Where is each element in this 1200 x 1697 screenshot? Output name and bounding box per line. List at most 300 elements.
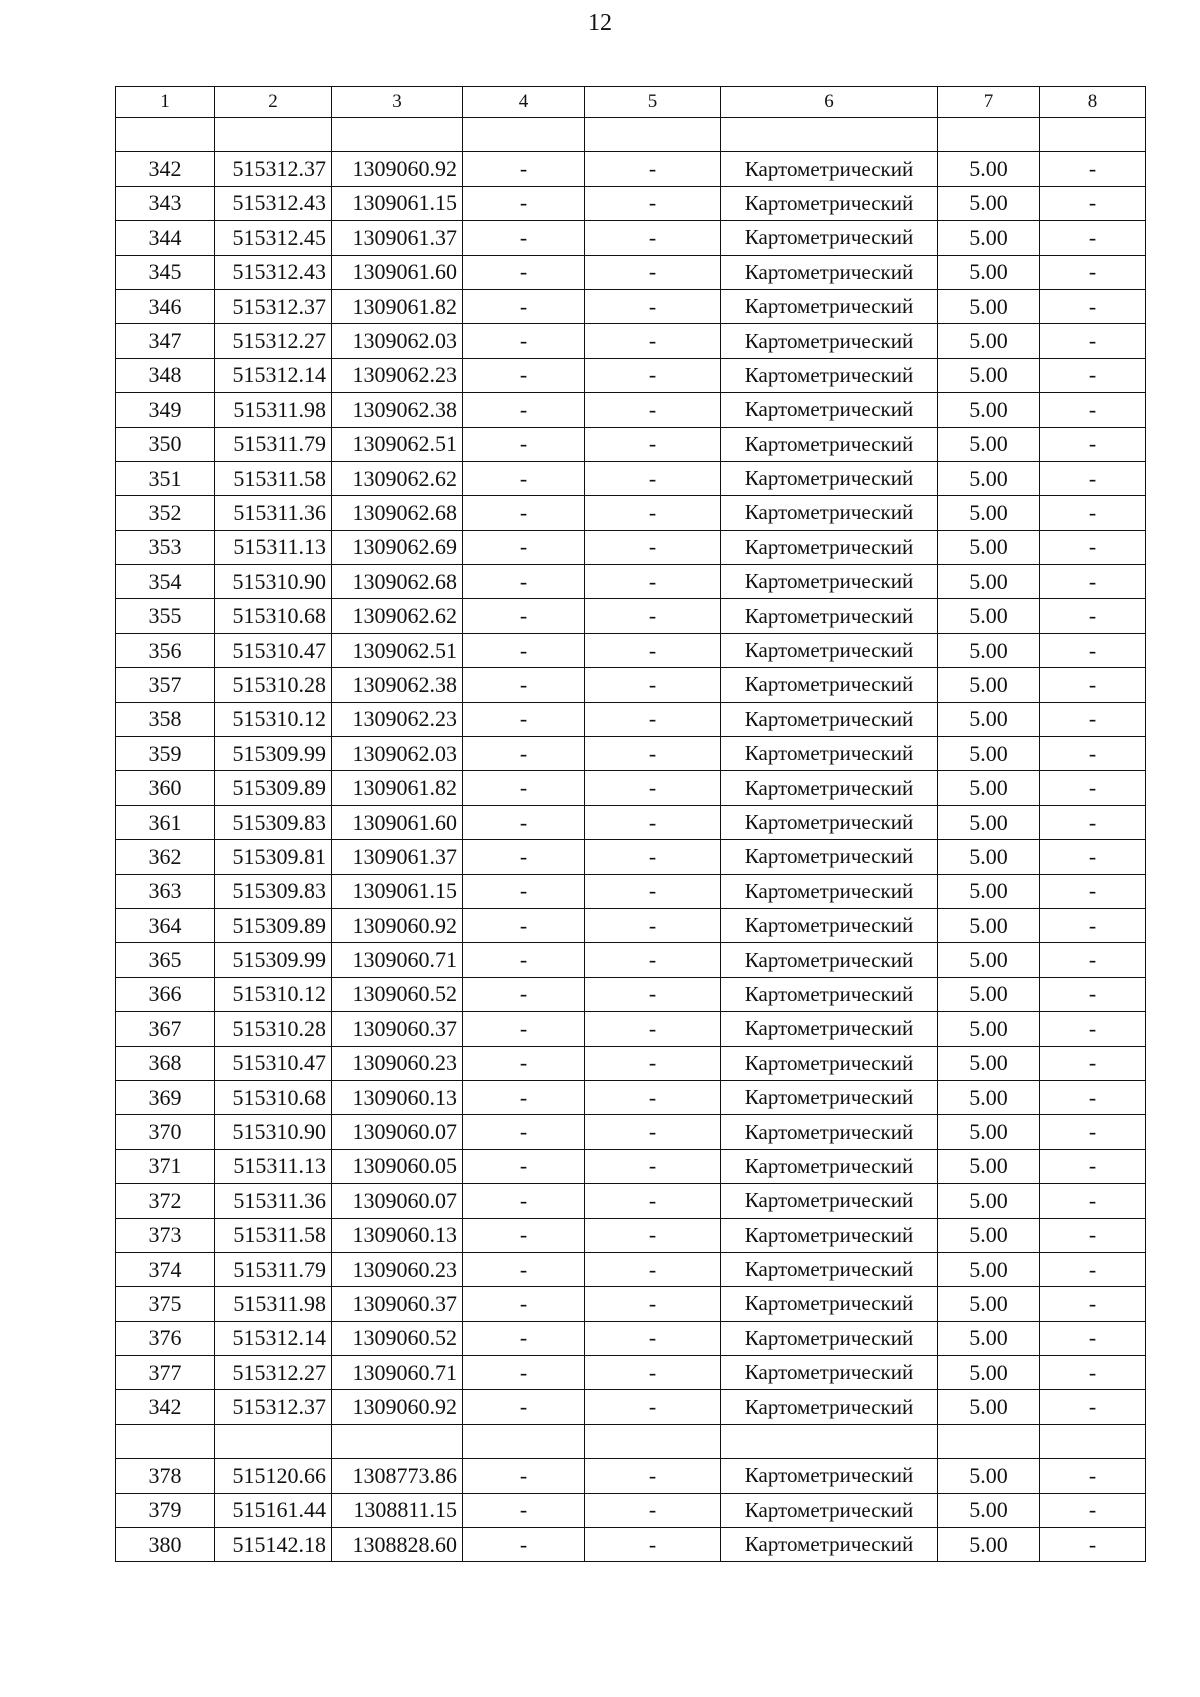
col-5-cell: - — [585, 633, 721, 667]
table-row — [116, 737, 1146, 771]
method-cell: Картометрический — [721, 840, 938, 874]
x-coordinate-cell: 515311.13 — [215, 530, 332, 564]
method-cell: Картометрический — [721, 1390, 938, 1424]
col-8-cell: - — [1040, 1149, 1146, 1183]
col-5-cell: - — [585, 1184, 721, 1218]
accuracy-cell: 5.00 — [938, 805, 1040, 839]
y-coordinate-cell: 1309062.38 — [332, 668, 463, 702]
y-coordinate-cell: 1309062.62 — [332, 599, 463, 633]
accuracy-cell: 5.00 — [938, 393, 1040, 427]
point-number-cell: 350 — [116, 427, 215, 461]
col-8-cell: - — [1040, 530, 1146, 564]
empty-cell — [463, 1424, 585, 1458]
col-8-cell: - — [1040, 1252, 1146, 1286]
accuracy-cell: 5.00 — [938, 1046, 1040, 1080]
y-coordinate-cell: 1309061.82 — [332, 289, 463, 323]
y-coordinate-cell: 1309061.60 — [332, 805, 463, 839]
method-cell: Картометрический — [721, 496, 938, 530]
accuracy-cell: 5.00 — [938, 289, 1040, 323]
method-cell: Картометрический — [721, 461, 938, 495]
point-number-cell: 342 — [116, 1390, 215, 1424]
table-row — [116, 393, 1146, 427]
accuracy-cell: 5.00 — [938, 1080, 1040, 1114]
empty-cell — [938, 1424, 1040, 1458]
y-coordinate-cell: 1309060.52 — [332, 1321, 463, 1355]
x-coordinate-cell: 515309.99 — [215, 737, 332, 771]
y-coordinate-cell: 1309061.37 — [332, 840, 463, 874]
method-cell: Картометрический — [721, 633, 938, 667]
y-coordinate-cell: 1309060.07 — [332, 1184, 463, 1218]
method-cell: Картометрический — [721, 186, 938, 220]
point-number-cell: 359 — [116, 737, 215, 771]
accuracy-cell: 5.00 — [938, 1528, 1040, 1562]
col-5-cell: - — [585, 530, 721, 564]
point-number-cell: 357 — [116, 668, 215, 702]
y-coordinate-cell: 1309060.92 — [332, 152, 463, 186]
col-4-cell: - — [463, 324, 585, 358]
col-5-cell: - — [585, 1252, 721, 1286]
y-coordinate-cell: 1309060.23 — [332, 1252, 463, 1286]
y-coordinate-cell: 1309061.60 — [332, 255, 463, 289]
method-cell: Картометрический — [721, 668, 938, 702]
method-cell: Картометрический — [721, 1149, 938, 1183]
col-4-cell: - — [463, 805, 585, 839]
y-coordinate-cell: 1308811.15 — [332, 1493, 463, 1527]
point-number-cell: 365 — [116, 943, 215, 977]
y-coordinate-cell: 1309062.62 — [332, 461, 463, 495]
x-coordinate-cell: 515309.83 — [215, 805, 332, 839]
y-coordinate-cell: 1309060.92 — [332, 908, 463, 942]
point-number-cell: 349 — [116, 393, 215, 427]
y-coordinate-cell: 1309060.05 — [332, 1149, 463, 1183]
x-coordinate-cell: 515310.12 — [215, 702, 332, 736]
y-coordinate-cell: 1309060.37 — [332, 1012, 463, 1046]
empty-cell — [938, 118, 1040, 152]
col-8-cell: - — [1040, 1012, 1146, 1046]
col-8-cell: - — [1040, 599, 1146, 633]
col-5-cell: - — [585, 805, 721, 839]
col-5-cell: - — [585, 1459, 721, 1493]
y-coordinate-cell: 1309062.51 — [332, 427, 463, 461]
col-5-cell: - — [585, 702, 721, 736]
table-row — [116, 1528, 1146, 1562]
accuracy-cell: 5.00 — [938, 1184, 1040, 1218]
col-4-cell: - — [463, 1080, 585, 1114]
table-row — [116, 908, 1146, 942]
col-5-cell: - — [585, 1046, 721, 1080]
col-8-cell: - — [1040, 668, 1146, 702]
method-cell: Картометрический — [721, 737, 938, 771]
table-row — [116, 1184, 1146, 1218]
col-5-cell: - — [585, 496, 721, 530]
table-row — [116, 358, 1146, 392]
empty-cell — [585, 1424, 721, 1458]
col-8-cell: - — [1040, 771, 1146, 805]
table-row — [116, 702, 1146, 736]
column-header-3: 3 — [332, 87, 463, 118]
x-coordinate-cell: 515312.43 — [215, 255, 332, 289]
table-row — [116, 599, 1146, 633]
y-coordinate-cell: 1309060.71 — [332, 943, 463, 977]
col-8-cell: - — [1040, 1080, 1146, 1114]
col-8-cell: - — [1040, 1356, 1146, 1390]
empty-cell — [1040, 1424, 1146, 1458]
point-number-cell: 342 — [116, 152, 215, 186]
x-coordinate-cell: 515312.37 — [215, 1390, 332, 1424]
method-cell: Картометрический — [721, 977, 938, 1011]
col-8-cell: - — [1040, 1528, 1146, 1562]
y-coordinate-cell: 1309062.68 — [332, 565, 463, 599]
x-coordinate-cell: 515312.14 — [215, 1321, 332, 1355]
col-8-cell: - — [1040, 221, 1146, 255]
method-cell: Картометрический — [721, 1218, 938, 1252]
x-coordinate-cell: 515312.14 — [215, 358, 332, 392]
table-row — [116, 1012, 1146, 1046]
col-4-cell: - — [463, 427, 585, 461]
table-row — [116, 1493, 1146, 1527]
point-number-cell: 353 — [116, 530, 215, 564]
point-number-cell: 346 — [116, 289, 215, 323]
column-header-2: 2 — [215, 87, 332, 118]
accuracy-cell: 5.00 — [938, 1252, 1040, 1286]
table-row — [116, 255, 1146, 289]
page-number: 12 — [588, 10, 612, 36]
point-number-cell: 345 — [116, 255, 215, 289]
table-row — [116, 1390, 1146, 1424]
method-cell: Картометрический — [721, 427, 938, 461]
y-coordinate-cell: 1309062.69 — [332, 530, 463, 564]
point-number-cell: 367 — [116, 1012, 215, 1046]
x-coordinate-cell: 515310.68 — [215, 599, 332, 633]
col-8-cell: - — [1040, 461, 1146, 495]
col-5-cell: - — [585, 1528, 721, 1562]
table-row — [116, 530, 1146, 564]
point-number-cell: 371 — [116, 1149, 215, 1183]
table-row — [116, 152, 1146, 186]
col-8-cell: - — [1040, 805, 1146, 839]
method-cell: Картометрический — [721, 1459, 938, 1493]
empty-cell — [1040, 118, 1146, 152]
col-5-cell: - — [585, 255, 721, 289]
method-cell: Картометрический — [721, 805, 938, 839]
method-cell: Картометрический — [721, 908, 938, 942]
col-4-cell: - — [463, 771, 585, 805]
y-coordinate-cell: 1309062.68 — [332, 496, 463, 530]
col-5-cell: - — [585, 599, 721, 633]
method-cell: Картометрический — [721, 1252, 938, 1286]
method-cell: Картометрический — [721, 255, 938, 289]
accuracy-cell: 5.00 — [938, 840, 1040, 874]
method-cell: Картометрический — [721, 943, 938, 977]
col-8-cell: - — [1040, 1493, 1146, 1527]
x-coordinate-cell: 515161.44 — [215, 1493, 332, 1527]
point-number-cell: 380 — [116, 1528, 215, 1562]
point-number-cell: 344 — [116, 221, 215, 255]
x-coordinate-cell: 515310.47 — [215, 633, 332, 667]
col-4-cell: - — [463, 1321, 585, 1355]
empty-cell — [116, 1424, 215, 1458]
col-5-cell: - — [585, 186, 721, 220]
point-number-cell: 355 — [116, 599, 215, 633]
col-8-cell: - — [1040, 1390, 1146, 1424]
method-cell: Картометрический — [721, 1080, 938, 1114]
col-8-cell: - — [1040, 324, 1146, 358]
table-row — [116, 874, 1146, 908]
table-body — [116, 87, 1146, 1562]
x-coordinate-cell: 515311.58 — [215, 1218, 332, 1252]
table-row — [116, 1080, 1146, 1114]
col-8-cell: - — [1040, 289, 1146, 323]
x-coordinate-cell: 515311.79 — [215, 1252, 332, 1286]
col-5-cell: - — [585, 771, 721, 805]
method-cell: Картометрический — [721, 1528, 938, 1562]
col-4-cell: - — [463, 186, 585, 220]
accuracy-cell: 5.00 — [938, 530, 1040, 564]
col-5-cell: - — [585, 152, 721, 186]
col-4-cell: - — [463, 977, 585, 1011]
table-row — [116, 186, 1146, 220]
col-8-cell: - — [1040, 393, 1146, 427]
col-4-cell: - — [463, 1287, 585, 1321]
col-8-cell: - — [1040, 702, 1146, 736]
x-coordinate-cell: 515309.99 — [215, 943, 332, 977]
accuracy-cell: 5.00 — [938, 1459, 1040, 1493]
y-coordinate-cell: 1309060.52 — [332, 977, 463, 1011]
col-5-cell: - — [585, 1493, 721, 1527]
point-number-cell: 352 — [116, 496, 215, 530]
col-5-cell: - — [585, 908, 721, 942]
col-4-cell: - — [463, 496, 585, 530]
point-number-cell: 370 — [116, 1115, 215, 1149]
x-coordinate-cell: 515309.81 — [215, 840, 332, 874]
point-number-cell: 379 — [116, 1493, 215, 1527]
accuracy-cell: 5.00 — [938, 1321, 1040, 1355]
point-number-cell: 361 — [116, 805, 215, 839]
col-4-cell: - — [463, 461, 585, 495]
col-4-cell: - — [463, 943, 585, 977]
point-number-cell: 348 — [116, 358, 215, 392]
y-coordinate-cell: 1308773.86 — [332, 1459, 463, 1493]
empty-cell — [116, 118, 215, 152]
col-8-cell: - — [1040, 1046, 1146, 1080]
method-cell: Картометрический — [721, 1287, 938, 1321]
x-coordinate-cell: 515310.90 — [215, 1115, 332, 1149]
method-cell: Картометрический — [721, 358, 938, 392]
x-coordinate-cell: 515311.98 — [215, 1287, 332, 1321]
col-4-cell: - — [463, 1459, 585, 1493]
point-number-cell: 373 — [116, 1218, 215, 1252]
x-coordinate-cell: 515309.83 — [215, 874, 332, 908]
y-coordinate-cell: 1309062.03 — [332, 324, 463, 358]
accuracy-cell: 5.00 — [938, 737, 1040, 771]
table-row — [116, 461, 1146, 495]
col-5-cell: - — [585, 358, 721, 392]
col-8-cell: - — [1040, 1287, 1146, 1321]
x-coordinate-cell: 515310.28 — [215, 668, 332, 702]
column-header-8: 8 — [1040, 87, 1146, 118]
col-4-cell: - — [463, 1115, 585, 1149]
accuracy-cell: 5.00 — [938, 255, 1040, 289]
accuracy-cell: 5.00 — [938, 599, 1040, 633]
y-coordinate-cell: 1309062.03 — [332, 737, 463, 771]
accuracy-cell: 5.00 — [938, 324, 1040, 358]
col-4-cell: - — [463, 152, 585, 186]
col-4-cell: - — [463, 840, 585, 874]
x-coordinate-cell: 515120.66 — [215, 1459, 332, 1493]
col-4-cell: - — [463, 1218, 585, 1252]
y-coordinate-cell: 1309060.13 — [332, 1080, 463, 1114]
col-8-cell: - — [1040, 1184, 1146, 1218]
accuracy-cell: 5.00 — [938, 1356, 1040, 1390]
col-4-cell: - — [463, 530, 585, 564]
x-coordinate-cell: 515311.58 — [215, 461, 332, 495]
table-row — [116, 1356, 1146, 1390]
accuracy-cell: 5.00 — [938, 668, 1040, 702]
accuracy-cell: 5.00 — [938, 633, 1040, 667]
method-cell: Картометрический — [721, 152, 938, 186]
method-cell: Картометрический — [721, 530, 938, 564]
col-8-cell: - — [1040, 1218, 1146, 1252]
table-row — [116, 1046, 1146, 1080]
table-row — [116, 943, 1146, 977]
accuracy-cell: 5.00 — [938, 221, 1040, 255]
y-coordinate-cell: 1309061.37 — [332, 221, 463, 255]
col-8-cell: - — [1040, 1115, 1146, 1149]
y-coordinate-cell: 1309062.51 — [332, 633, 463, 667]
col-5-cell: - — [585, 221, 721, 255]
method-cell: Картометрический — [721, 393, 938, 427]
accuracy-cell: 5.00 — [938, 1149, 1040, 1183]
col-8-cell: - — [1040, 565, 1146, 599]
x-coordinate-cell: 515310.90 — [215, 565, 332, 599]
col-4-cell: - — [463, 737, 585, 771]
col-8-cell: - — [1040, 633, 1146, 667]
empty-cell — [463, 118, 585, 152]
col-8-cell: - — [1040, 943, 1146, 977]
x-coordinate-cell: 515311.13 — [215, 1149, 332, 1183]
y-coordinate-cell: 1309062.38 — [332, 393, 463, 427]
col-5-cell: - — [585, 461, 721, 495]
point-number-cell: 369 — [116, 1080, 215, 1114]
col-5-cell: - — [585, 427, 721, 461]
accuracy-cell: 5.00 — [938, 1115, 1040, 1149]
table-row — [116, 565, 1146, 599]
x-coordinate-cell: 515311.36 — [215, 496, 332, 530]
blank-separator-row — [116, 1424, 1146, 1458]
y-coordinate-cell: 1309060.71 — [332, 1356, 463, 1390]
accuracy-cell: 5.00 — [938, 908, 1040, 942]
table-row — [116, 324, 1146, 358]
x-coordinate-cell: 515312.27 — [215, 1356, 332, 1390]
method-cell: Картометрический — [721, 221, 938, 255]
method-cell: Картометрический — [721, 874, 938, 908]
point-number-cell: 351 — [116, 461, 215, 495]
x-coordinate-cell: 515312.27 — [215, 324, 332, 358]
point-number-cell: 347 — [116, 324, 215, 358]
table-row — [116, 805, 1146, 839]
accuracy-cell: 5.00 — [938, 977, 1040, 1011]
table-row — [116, 1459, 1146, 1493]
method-cell: Картометрический — [721, 702, 938, 736]
table-row — [116, 221, 1146, 255]
y-coordinate-cell: 1309060.92 — [332, 1390, 463, 1424]
point-number-cell: 374 — [116, 1252, 215, 1286]
empty-cell — [332, 1424, 463, 1458]
point-number-cell: 343 — [116, 186, 215, 220]
col-4-cell: - — [463, 633, 585, 667]
column-header-7: 7 — [938, 87, 1040, 118]
point-number-cell: 356 — [116, 633, 215, 667]
coordinates-table — [115, 86, 1146, 1562]
column-header-5: 5 — [585, 87, 721, 118]
col-5-cell: - — [585, 1012, 721, 1046]
table-row — [116, 1252, 1146, 1286]
method-cell: Картометрический — [721, 1356, 938, 1390]
col-5-cell: - — [585, 874, 721, 908]
x-coordinate-cell: 515142.18 — [215, 1528, 332, 1562]
y-coordinate-cell: 1308828.60 — [332, 1528, 463, 1562]
col-8-cell: - — [1040, 358, 1146, 392]
col-5-cell: - — [585, 840, 721, 874]
col-4-cell: - — [463, 1149, 585, 1183]
col-8-cell: - — [1040, 874, 1146, 908]
point-number-cell: 354 — [116, 565, 215, 599]
x-coordinate-cell: 515309.89 — [215, 908, 332, 942]
col-8-cell: - — [1040, 908, 1146, 942]
point-number-cell: 376 — [116, 1321, 215, 1355]
empty-cell — [721, 118, 938, 152]
point-number-cell: 378 — [116, 1459, 215, 1493]
accuracy-cell: 5.00 — [938, 427, 1040, 461]
col-4-cell: - — [463, 221, 585, 255]
table-row — [116, 496, 1146, 530]
table-row — [116, 977, 1146, 1011]
table-row — [116, 1287, 1146, 1321]
column-header-4: 4 — [463, 87, 585, 118]
point-number-cell: 368 — [116, 1046, 215, 1080]
y-coordinate-cell: 1309061.15 — [332, 874, 463, 908]
col-5-cell: - — [585, 393, 721, 427]
point-number-cell: 364 — [116, 908, 215, 942]
accuracy-cell: 5.00 — [938, 565, 1040, 599]
col-5-cell: - — [585, 1218, 721, 1252]
col-5-cell: - — [585, 668, 721, 702]
table-row — [116, 668, 1146, 702]
method-cell: Картометрический — [721, 599, 938, 633]
col-4-cell: - — [463, 1012, 585, 1046]
x-coordinate-cell: 515309.89 — [215, 771, 332, 805]
col-4-cell: - — [463, 874, 585, 908]
method-cell: Картометрический — [721, 565, 938, 599]
col-8-cell: - — [1040, 186, 1146, 220]
method-cell: Картометрический — [721, 1012, 938, 1046]
point-number-cell: 358 — [116, 702, 215, 736]
accuracy-cell: 5.00 — [938, 496, 1040, 530]
method-cell: Картометрический — [721, 324, 938, 358]
col-4-cell: - — [463, 1356, 585, 1390]
column-header-6: 6 — [721, 87, 938, 118]
method-cell: Картометрический — [721, 1493, 938, 1527]
col-8-cell: - — [1040, 1321, 1146, 1355]
col-4-cell: - — [463, 702, 585, 736]
y-coordinate-cell: 1309060.23 — [332, 1046, 463, 1080]
x-coordinate-cell: 515311.79 — [215, 427, 332, 461]
col-8-cell: - — [1040, 255, 1146, 289]
empty-cell — [721, 1424, 938, 1458]
col-8-cell: - — [1040, 737, 1146, 771]
method-cell: Картометрический — [721, 1184, 938, 1218]
col-4-cell: - — [463, 1390, 585, 1424]
